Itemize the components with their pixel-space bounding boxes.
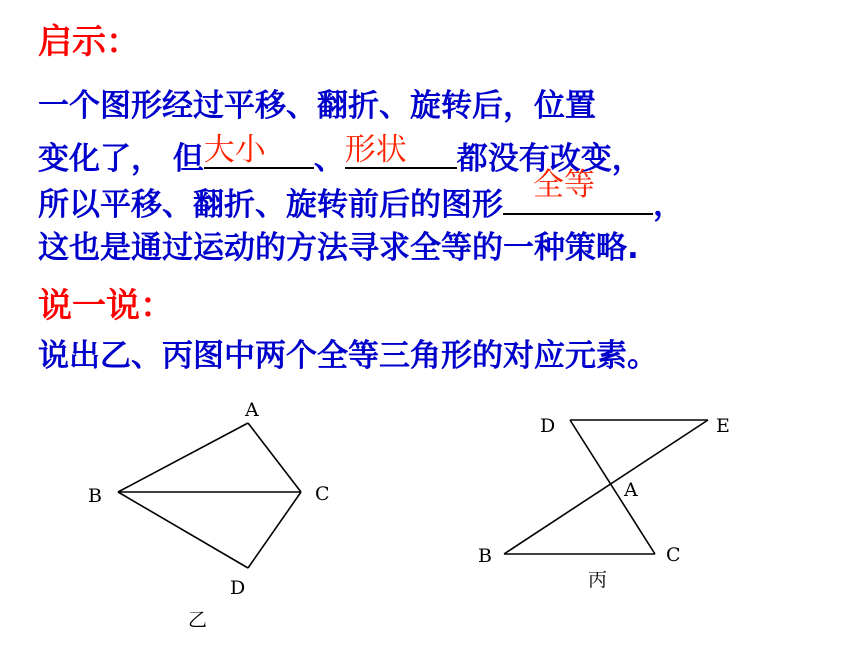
discuss-line: 说出乙、丙图中两个全等三角形的对应元素。: [38, 338, 658, 374]
label-yi-c: C: [315, 483, 330, 505]
label-yi-d: D: [230, 577, 246, 599]
label-bing-c: C: [666, 544, 681, 566]
discuss-heading: 说一说：: [38, 286, 174, 326]
hint-heading: 启示：: [38, 22, 140, 62]
hint-line-2-text-b: 、: [313, 141, 345, 177]
label-bing-d: D: [540, 415, 556, 437]
figure-yi-lines: [118, 423, 301, 568]
label-yi-b: B: [88, 485, 102, 507]
label-bing-b: B: [478, 545, 492, 567]
label-bing-e: E: [716, 415, 730, 437]
segment-dc: [570, 420, 655, 554]
answer-size: 大小: [203, 132, 266, 168]
label-yi-a: A: [245, 399, 259, 421]
hint-line-2-text-a: 变化了， 但: [38, 141, 204, 177]
caption-yi: 乙: [188, 609, 208, 631]
hint-line-2-text-c: 都没有改变，: [456, 141, 643, 177]
hint-line-1: 一个图形经过平移、翻折、旋转后，位置: [38, 88, 596, 124]
hint-line-3-text-b: ，: [653, 187, 684, 223]
caption-bing: 丙: [588, 569, 608, 591]
answer-shape: 形状: [344, 132, 407, 168]
answer-congruent: 全等: [533, 167, 595, 203]
segment-cd: [248, 492, 301, 568]
segment-ba: [118, 423, 248, 492]
segment-ac: [248, 423, 301, 492]
label-bing-a: A: [624, 479, 638, 501]
segment-eb: [504, 420, 708, 554]
hint-line-4: 这也是通过运动的方法寻求全等的一种策略.: [38, 230, 639, 266]
hint-line-3-text-a: 所以平移、翻折、旋转前后的图形: [38, 187, 503, 223]
figure-bing-lines: [504, 420, 708, 554]
segment-bd: [118, 492, 248, 568]
